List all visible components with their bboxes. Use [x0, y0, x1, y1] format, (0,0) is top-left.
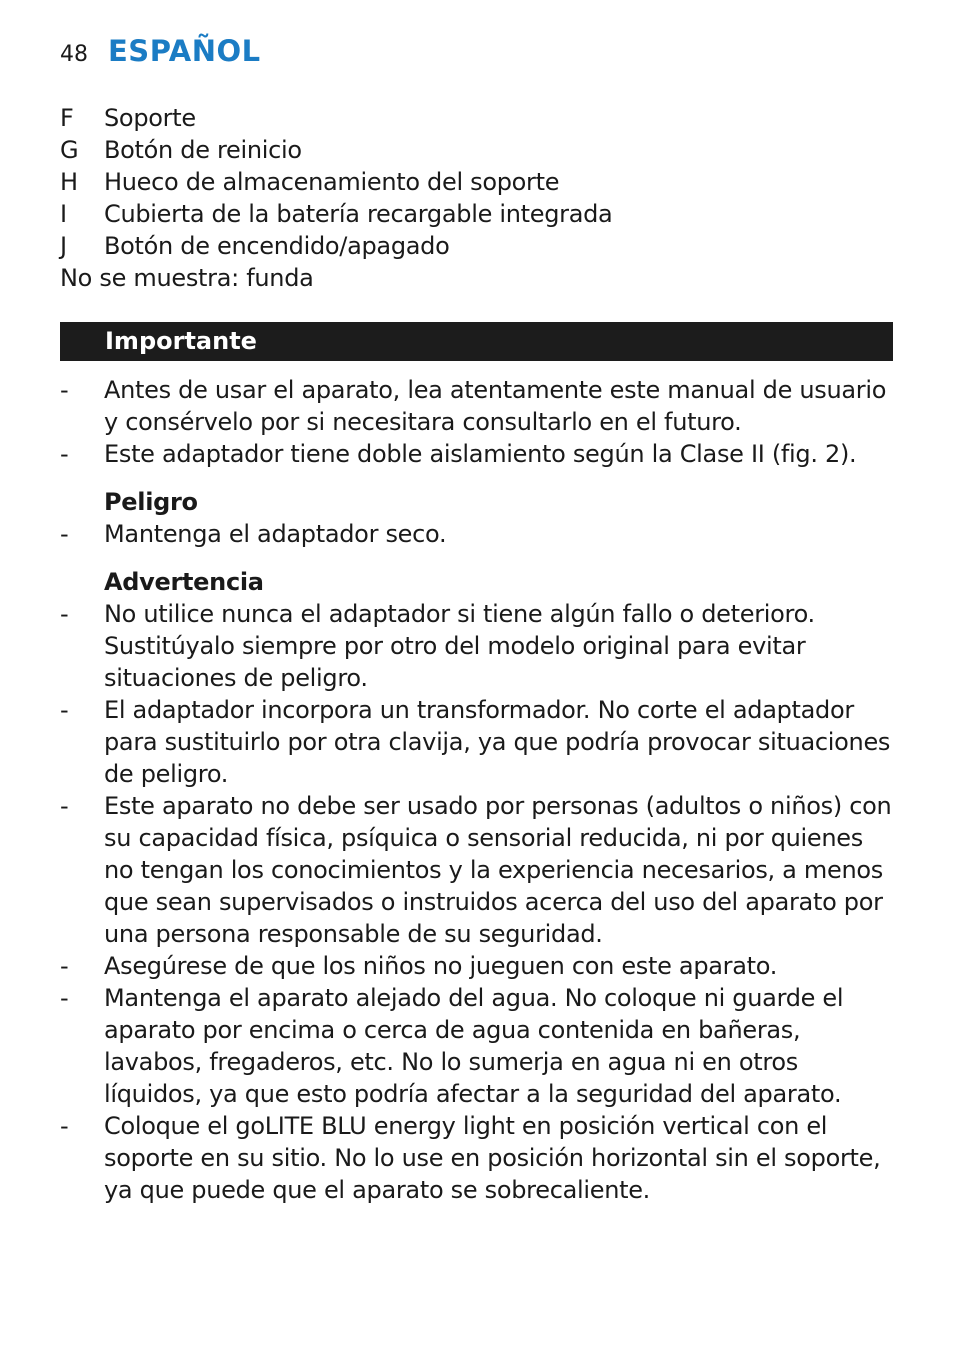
bullet-text: El adaptador incorpora un transformador. No corte el adaptador para sustituirlo por otra clavija, ya que podría provocar situaciones de peligro.: [104, 696, 891, 788]
list-item: [60, 598, 900, 694]
legend-item: [60, 198, 900, 230]
bullet-text: Mantenga el adaptador seco.: [104, 520, 447, 548]
legend-item: [60, 166, 900, 198]
legend-letter: J: [60, 232, 67, 260]
bullet-dash: -: [60, 376, 69, 404]
bullet-dash: -: [60, 792, 69, 820]
list-item: [60, 438, 900, 470]
list-item: [60, 374, 900, 438]
legend-label: Botón de reinicio: [104, 136, 302, 164]
bullet-dash: -: [60, 600, 69, 628]
list-item: [60, 950, 900, 982]
list-item: [60, 1110, 900, 1206]
bullet-text: Mantenga el aparato alejado del agua. No coloque ni guarde el aparato por encima o cerca de agua contenida en bañeras, lavabos, fregaderos, etc. No lo sumerja en agua ni en otros líquidos, ya que esto podría afectar a la seguridad del aparato.: [104, 984, 844, 1108]
danger-heading: Peligro: [104, 488, 198, 516]
bullet-text: Coloque el goLITE BLU energy light en posición vertical con el soporte en su sitio. No lo use en posición horizontal sin el soporte, ya que puede que el aparato se sobrecaliente.: [104, 1112, 881, 1204]
list-item: [60, 790, 900, 950]
legend-letter: I: [60, 200, 67, 228]
section-header-bar: [60, 322, 893, 361]
bullet-text: Antes de usar el aparato, lea atentamente este manual de usuario y consérvelo por si necesitara consultarlo en el futuro.: [104, 376, 887, 436]
page-header: [60, 34, 261, 74]
legend-label: Hueco de almacenamiento del soporte: [104, 168, 560, 196]
legend-letter: G: [60, 136, 79, 164]
legend-letter: F: [60, 104, 74, 132]
section-content: [60, 374, 900, 1206]
legend-label: Botón de encendido/apagado: [104, 232, 450, 260]
bullet-dash: -: [60, 1112, 69, 1140]
legend-item: [60, 230, 900, 262]
bullet-dash: -: [60, 696, 69, 724]
list-item: [60, 694, 900, 790]
bullet-text: No utilice nunca el adaptador si tiene algún fallo o deterioro. Sustitúyalo siempre por otro del modelo original para evitar situaciones de peligro.: [104, 600, 815, 692]
warning-heading: Advertencia: [104, 568, 264, 596]
legend-label: Cubierta de la batería recargable integrada: [104, 200, 613, 228]
bullet-dash: -: [60, 520, 69, 548]
bullet-dash: -: [60, 952, 69, 980]
list-item: [60, 518, 900, 550]
legend-letter: H: [60, 168, 78, 196]
legend-item: [60, 134, 900, 166]
bullet-dash: -: [60, 440, 69, 468]
bullet-dash: -: [60, 984, 69, 1012]
legend-note: No se muestra: funda: [60, 264, 314, 292]
page-number: 48: [60, 42, 88, 67]
bullet-text: Este aparato no debe ser usado por personas (adultos o niños) con su capacidad física, psíquica o sensorial reducida, ni por quienes no tengan los conocimientos y la experiencia necesarios, a menos que sean supervisados o instruidos acerca del uso del aparato por una persona responsable de su seguridad.: [104, 792, 892, 948]
legend-label: Soporte: [104, 104, 196, 132]
section-title: Importante: [105, 327, 257, 355]
bullet-text: Este adaptador tiene doble aislamiento según la Clase II (fig. 2).: [104, 440, 857, 468]
bullet-text: Asegúrese de que los niños no jueguen con este aparato.: [104, 952, 778, 980]
language-heading: ESPAÑOL: [108, 34, 261, 68]
list-item: [60, 982, 900, 1110]
legend-item: [60, 102, 900, 134]
parts-legend: [60, 102, 900, 294]
